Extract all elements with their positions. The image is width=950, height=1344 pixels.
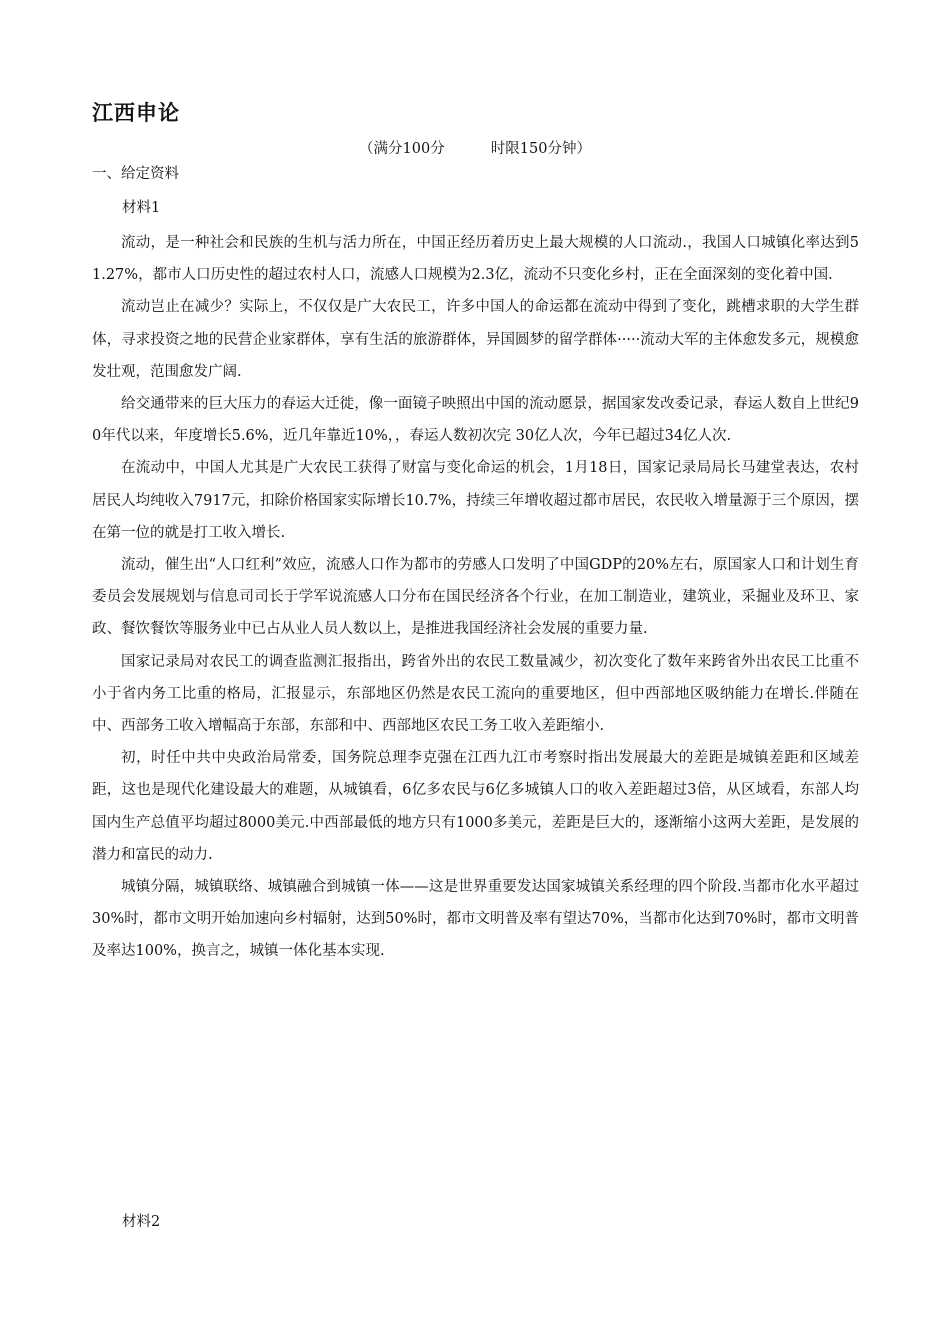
material-1-label: 材料1 [122,200,161,216]
exam-info-subtitle: （满分100分 时限150分钟） [359,141,591,157]
section-heading: 一、给定资料 [92,166,179,182]
paragraph: 国家记录局对农民工的调查监测汇报指出，跨省外出的农民工数量减少，初次变化了数年来跨省外出农民工比重不小于省内务工比重的格局，汇报显示，东部地区仍然是农民工流向的重要地区，但中西部地区吸纳能力在增长.伴随在中、西部务工收入增幅高于东部，东部和中、西部地区农民工务工收入差距缩小. [92,653,859,735]
paragraph: 给交通带来的巨大压力的春运大迁徙，像一面镜子映照出中国的流动愿景，据国家发改委记录，春运人数自上世纪90年代以来，年度增长5.6%，近几年靠近10%，，春运人数初次完 30亿人次，今年已超过34亿人次. [92,396,859,445]
paragraph: 初，时任中共中央政治局常委，国务院总理李克强在江西九江市考察时指出发展最大的差距是城镇差距和区域差距，这也是现代化建设最大的难题，从城镇看，6亿多农民与6亿多城镇人口的收入差距超过3倍，从区域看，东部人均国内生产总值平均超过8000美元.中西部最低的地方只有1000多美元，差距是巨大的，逐渐缩小这两大差距，是发展的潜力和富民的动力. [92,750,859,863]
paragraph: 在流动中，中国人尤其是广大农民工获得了财富与变化命运的机会，1月18日，国家记录局局长马建堂表达，农村居民人均纯收入7917元，扣除价格国家实际增长10.7%，持续三年增收超过都市居民，农民收入增量源于三个原因，摆在第一位的就是打工收入增长. [92,460,859,541]
paragraph: 流动，催生出“人口红利”效应，流感人口作为都市的劳感人口发明了中国GDP的20%左右，原国家人口和计划生育委员会发展规划与信息司司长于学军说流感人口分布在国民经济各个行业，在加工制造业，建筑业，采掘业及环卫、家政、餐饮餐饮等服务业中已占从业人员人数以上，是推进我国经济社会发展的重要力量. [92,557,859,638]
material-2-label: 材料2 [122,1214,161,1230]
material-1-body [92,227,859,968]
paragraph: 城镇分隔，城镇联络、城镇融合到城镇一体——这是世界重要发达国家城镇关系经理的四个阶段.当都市化水平超过30%时，都市文明开始加速向乡村辐射，达到50%时，都市文明普及率有望达70%，当都市化达到70%时，都市文明普及率达100%，换言之，城镇一体化基本实现. [92,879,859,960]
paragraph: 流动，是一种社会和民族的生机与活力所在，中国正经历着历史上最大规模的人口流动.，我国人口城镇化率达到51.27%，都市人口历史性的超过农村人口，流感人口规模为2.3亿，流动不只变化乡村，正在全面深刻的变化着中国. [92,235,859,284]
document-title: 江西申论 [92,100,180,125]
paragraph: 流动岂止在减少？实际上，不仅仅是广大农民工，许多中国人的命运都在流动中得到了变化，跳槽求职的大学生群体，寻求投资之地的民营企业家群体，享有生活的旅游群体，异国圆梦的留学群体·····流动大军的主体愈发多元，规模愈发壮观，范围愈发广阔. [92,299,859,380]
